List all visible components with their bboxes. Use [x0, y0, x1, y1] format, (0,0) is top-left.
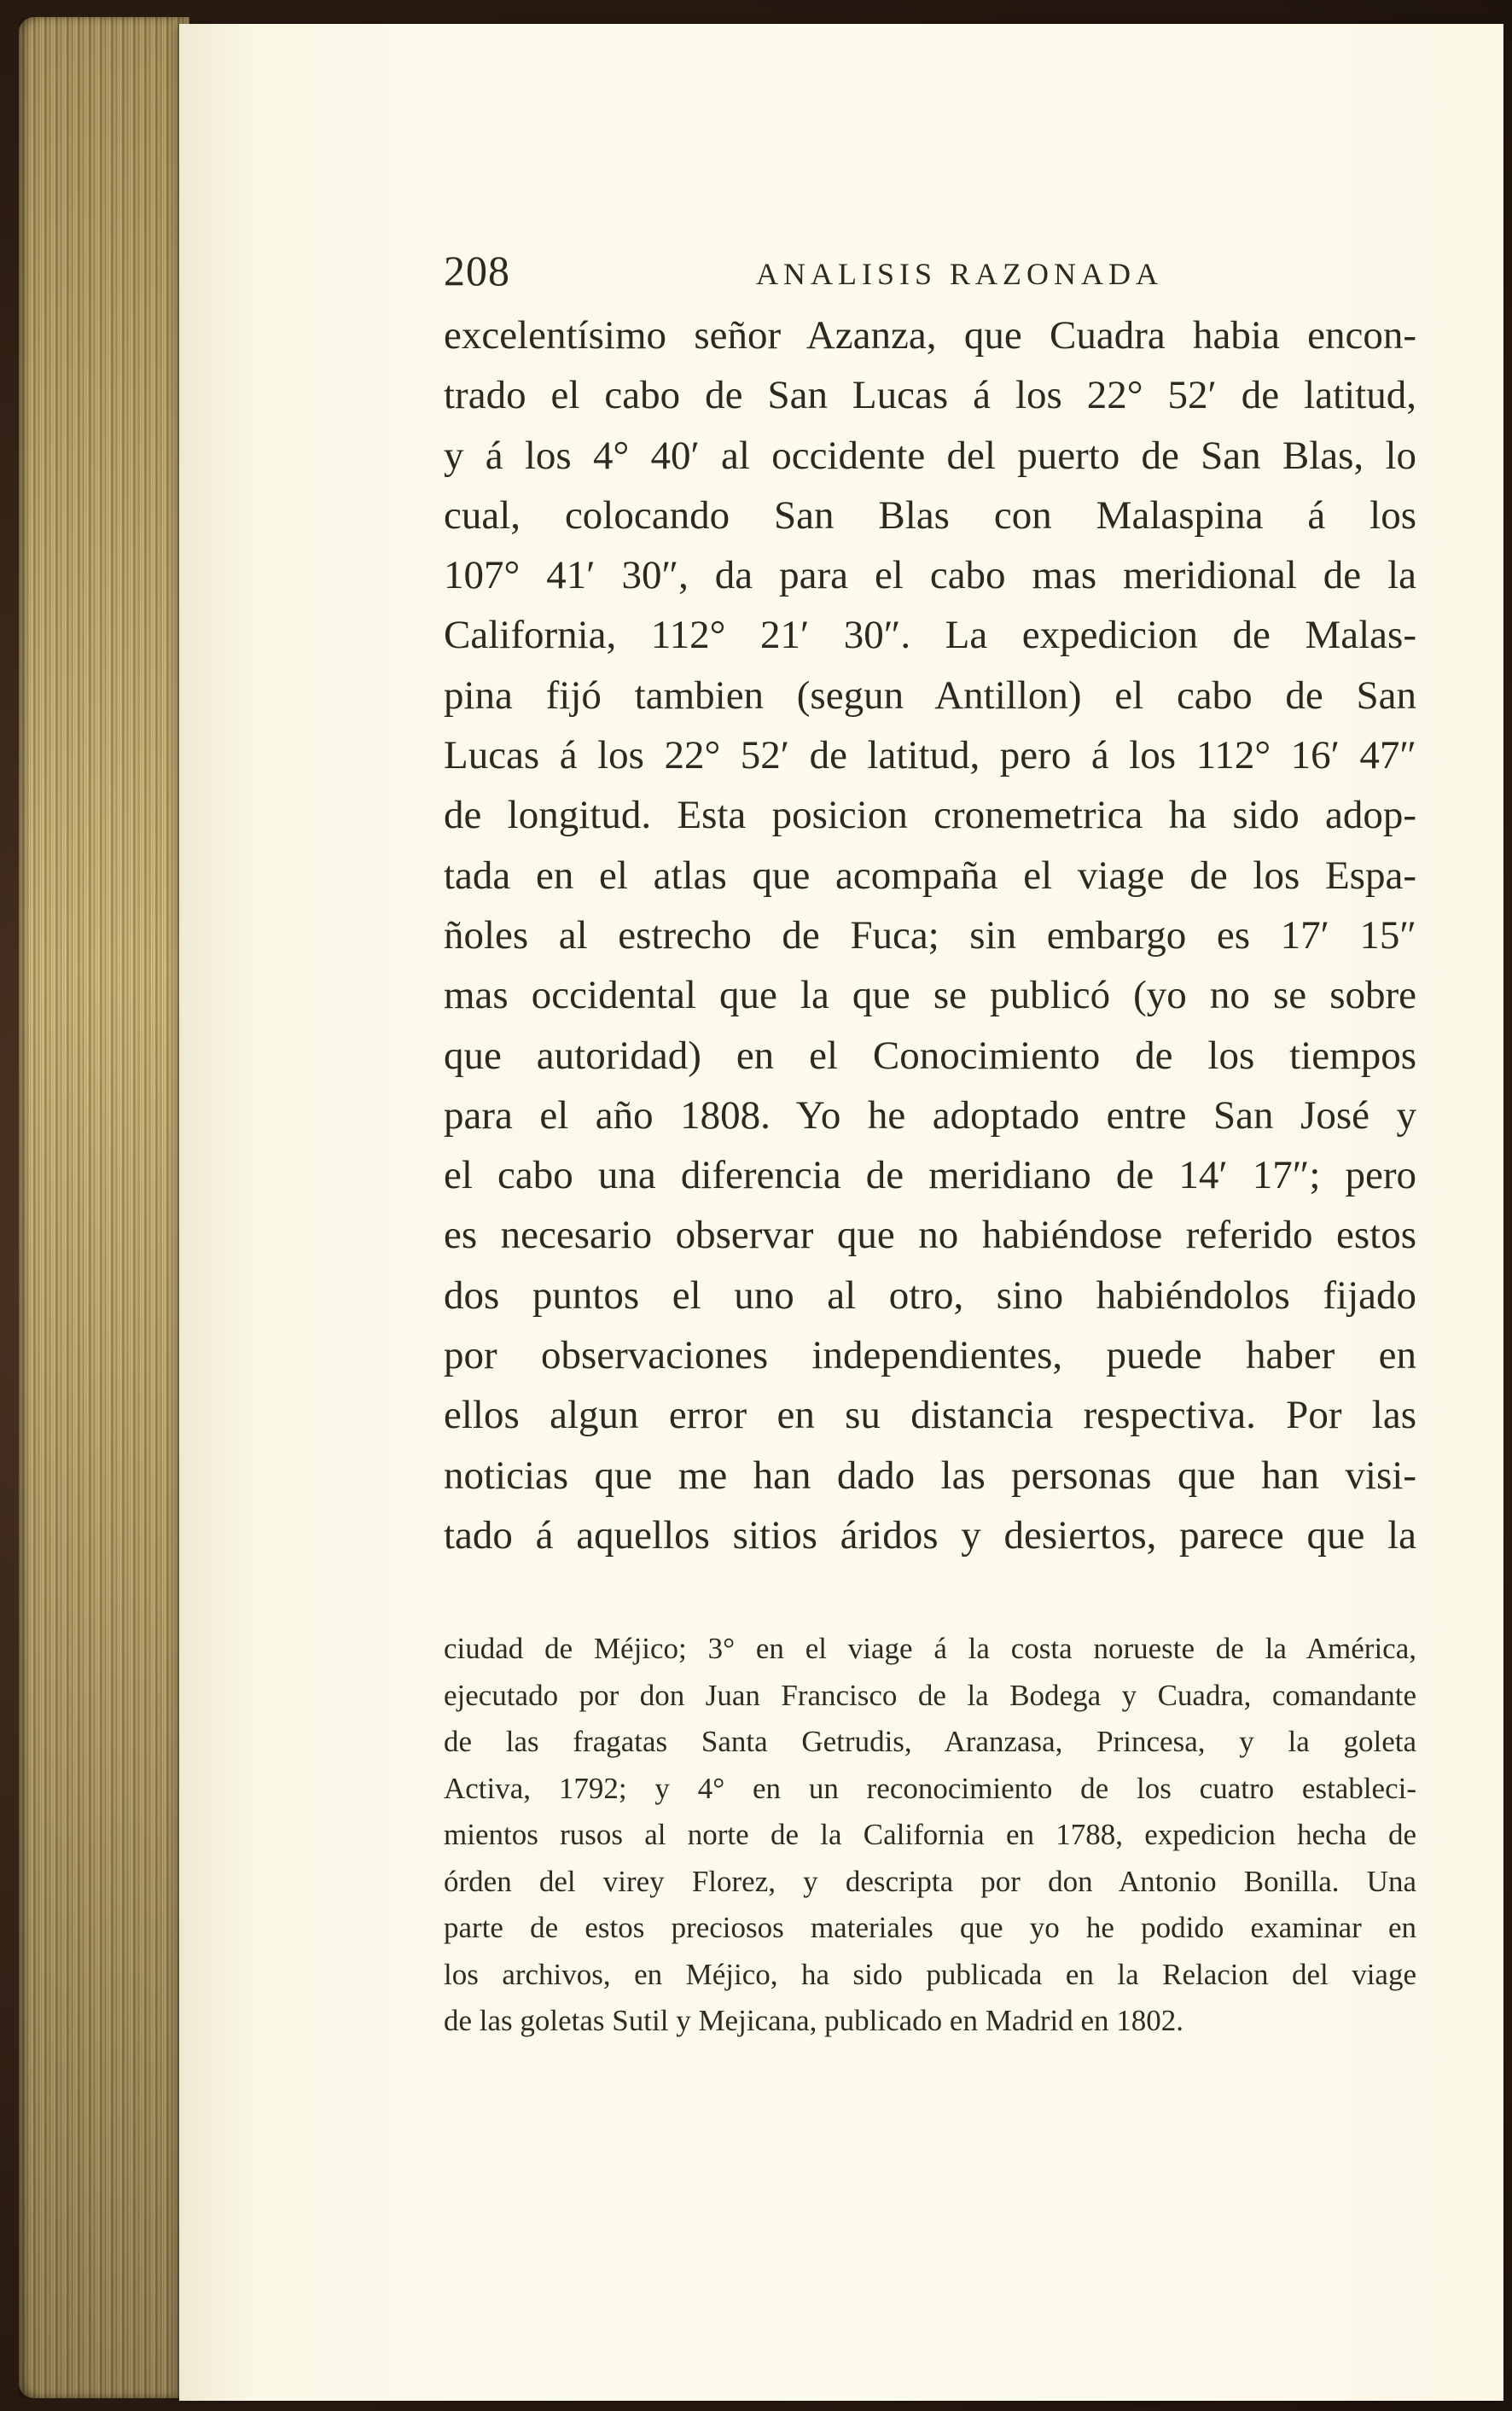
- footnote-line: ciudad de Méjico; 3° en el viage á la costa norueste de la América,: [444, 1632, 1416, 1665]
- body-line: el cabo una diferencia de meridiano de 14′ 17″; pero: [444, 1153, 1416, 1198]
- body-line: Lucas á los 22° 52′ de latitud, pero á los 112° 16′ 47″: [444, 733, 1416, 778]
- body-line: para el año 1808. Yo he adoptado entre San José y: [444, 1092, 1416, 1138]
- body-line: ellos algun error en su distancia respectiva. Por las: [444, 1393, 1416, 1438]
- running-title: ANALISIS RAZONADA: [756, 257, 1163, 291]
- footnote-line: mientos rusos al norte de la California en 1788, expedicion hecha de: [444, 1818, 1416, 1851]
- body-line: que autoridad) en el Conocimiento de los tiempos: [444, 1033, 1416, 1078]
- body-line: por observaciones independientes, puede haber en: [444, 1333, 1416, 1378]
- body-line: es necesario observar que no habiéndose referido estos: [444, 1213, 1416, 1258]
- running-head: [444, 246, 1416, 306]
- body-line: de longitud. Esta posicion cronemetrica ha sido adop-: [444, 793, 1416, 838]
- body-line: ñoles al estrecho de Fuca; sin embargo es 17′ 15″: [444, 912, 1416, 958]
- body-line: cual, colocando San Blas con Malaspina á los: [444, 492, 1416, 538]
- footnote-line: órden del virey Florez, y descripta por don Antonio Bonilla. Una: [444, 1864, 1416, 1898]
- body-line: y á los 4° 40′ al occidente del puerto de San Blas, lo: [444, 433, 1416, 478]
- body-line: excelentísimo señor Azanza, que Cuadra habia encon-: [444, 313, 1416, 358]
- footnote-line: los archivos, en Méjico, ha sido publicada en la Relacion del viage: [444, 1957, 1416, 1991]
- body-line: noticias que me han dado las personas que han visi-: [444, 1453, 1416, 1498]
- footnote-line: de las fragatas Santa Getrudis, Aranzasa, Princesa, y la goleta: [444, 1725, 1416, 1758]
- footnote-line: parte de estos preciosos materiales que yo he podido examinar en: [444, 1911, 1416, 1944]
- footnote-line: Activa, 1792; y 4° en un reconocimiento de los cuatro estableci-: [444, 1771, 1416, 1805]
- body-line: California, 112° 21′ 30″. La expedicion de Malas-: [444, 613, 1416, 658]
- body-line: mas occidental que la que se publicó (yo no se sobre: [444, 973, 1416, 1018]
- body-line: dos puntos el uno al otro, sino habiéndolos fijado: [444, 1272, 1416, 1318]
- body-line: tado á aquellos sitios áridos y desiertos, parece que la: [444, 1512, 1416, 1558]
- body-line: 107° 41′ 30″, da para el cabo mas meridional de la: [444, 553, 1416, 598]
- footnote-line: ejecutado por don Juan Francisco de la Bodega y Cuadra, comandante: [444, 1678, 1416, 1712]
- body-line: trado el cabo de San Lucas á los 22° 52′ de latitud,: [444, 373, 1416, 418]
- body-text: [444, 306, 1416, 1565]
- page-number: 208: [444, 247, 510, 294]
- gilded-page-edges: [19, 17, 189, 2398]
- footnote-line: de las goletas Sutil y Mejicana, publicado en Madrid en 1802.: [444, 2004, 1184, 2037]
- footnotes: [444, 1626, 1416, 2045]
- body-line: tada en el atlas que acompaña el viage de los Espa-: [444, 853, 1416, 898]
- body-line: pina fijó tambien (segun Antillon) el cabo de San: [444, 673, 1416, 718]
